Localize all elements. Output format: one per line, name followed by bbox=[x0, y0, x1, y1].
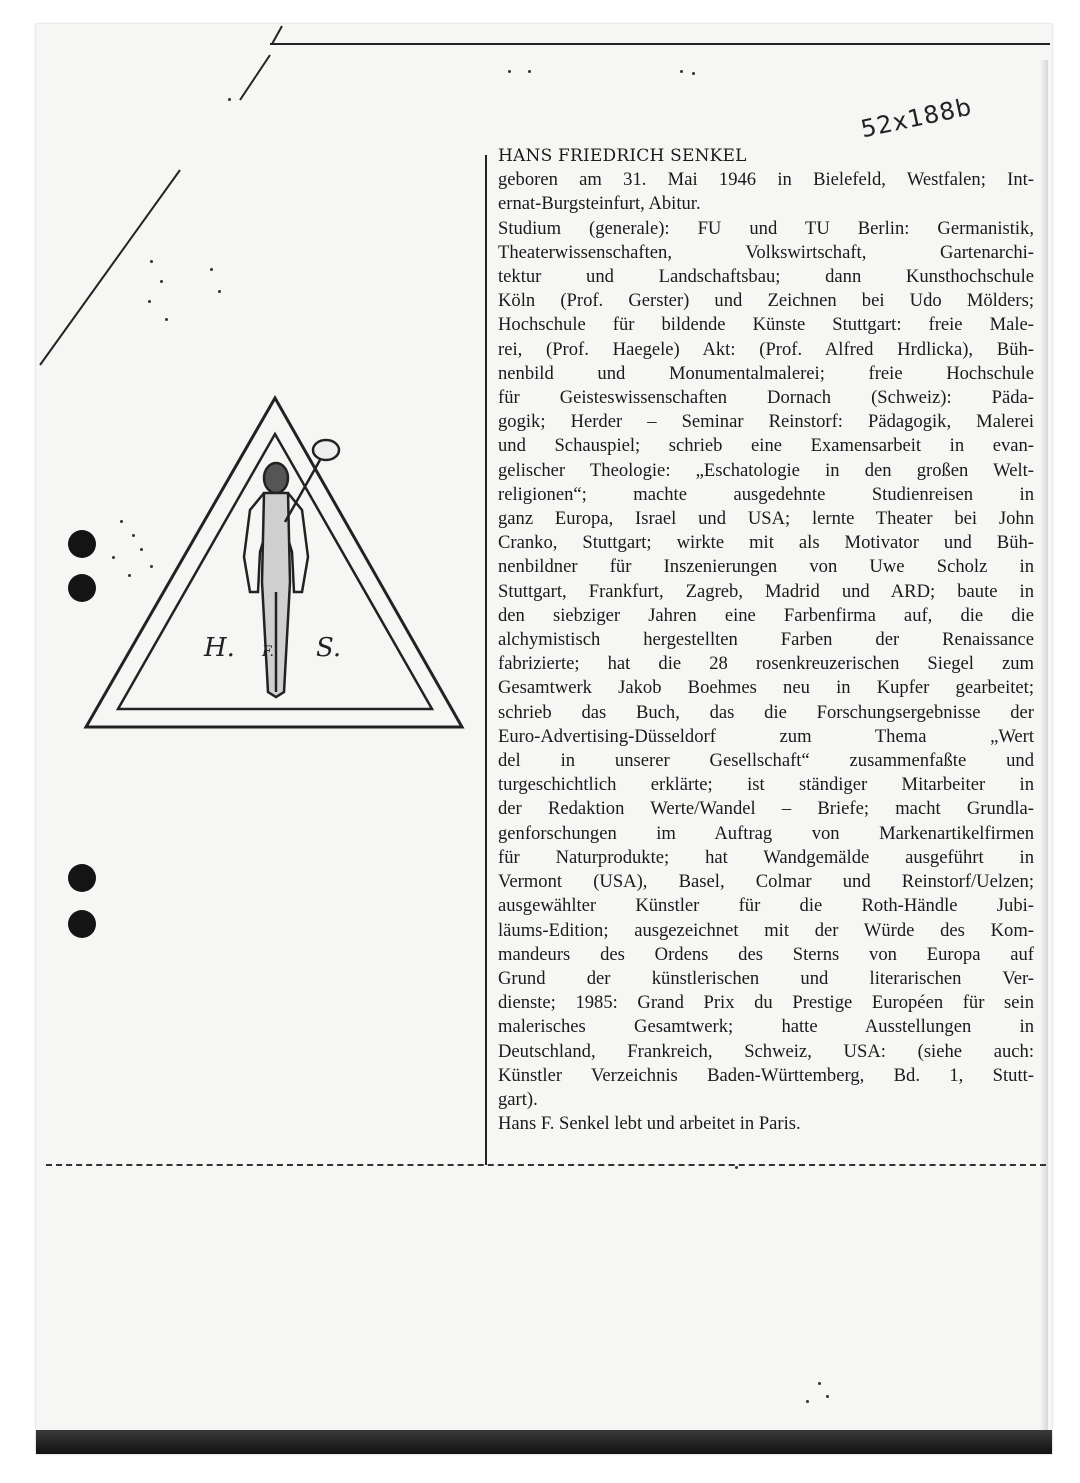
biography-line: schrieb das Buch, das die Forschungsergebnisse der bbox=[498, 701, 1034, 723]
dashed-rule bbox=[46, 1164, 1046, 1166]
biography-line: für Geisteswissenschaften Dornach (Schweiz): Päda- bbox=[498, 387, 1034, 409]
punch-hole-4 bbox=[68, 910, 96, 938]
biography-line: fabrizierte; hat die 28 rosenkreuzerischen Siegel zum bbox=[498, 653, 1034, 675]
speck bbox=[218, 290, 221, 293]
biography-line: gogik; Herder – Seminar Reinstorf: Pädagogik, Malerei bbox=[498, 411, 1034, 433]
biography-closing: Hans F. Senkel lebt und arbeitet in Paris. bbox=[498, 1113, 801, 1135]
speck bbox=[806, 1400, 809, 1403]
biography-line: Studium (generale): FU und TU Berlin: Germanistik, bbox=[498, 217, 1034, 239]
speck bbox=[148, 300, 151, 303]
speck bbox=[528, 70, 531, 73]
biography-line: Köln (Prof. Gerster) und Zeichnen bei Udo Mölders; bbox=[498, 290, 1034, 312]
biography-line: mandeurs des Ordens des Sterns von Europa auf bbox=[498, 943, 1034, 965]
biography-line: Vermont (USA), Basel, Colmar und Reinstorf/Uelzen; bbox=[498, 871, 1034, 893]
biography-line: Stuttgart, Frankfurt, Zagreb, Madrid und ARD; baute in bbox=[498, 580, 1034, 602]
triangle-figure-emblem bbox=[80, 392, 470, 737]
speck bbox=[508, 70, 511, 73]
emblem-initial-f: F. bbox=[262, 644, 274, 660]
punch-hole-3 bbox=[68, 864, 96, 892]
biography-line: läums-Edition; ausgezeichnet mit der Würde des Kom- bbox=[498, 919, 1034, 941]
biography-line: ausgewählter Künstler für die Roth-Händle Jubi- bbox=[498, 895, 1034, 917]
column-divider bbox=[485, 155, 487, 1165]
biography-line: Cranko, Stuttgart; wirkte mit als Motivator und Büh- bbox=[498, 532, 1034, 554]
biography-line: gelischer Theologie: „Eschatologie in den großen Welt- bbox=[498, 459, 1034, 481]
biography-body bbox=[498, 168, 1034, 1112]
biography-line: alchymistisch hergestellten Farben der Renaissance bbox=[498, 629, 1034, 651]
biography-line: malerisches Gesamtwerk; hatte Ausstellungen in bbox=[498, 1016, 1034, 1038]
biography-line: del in unserer Gesellschaft“ zusammenfaßte und bbox=[498, 750, 1034, 772]
speck bbox=[692, 72, 695, 75]
biography-line: geboren am 31. Mai 1946 in Bielefeld, Westfalen; Int- bbox=[498, 169, 1034, 191]
biography-line: für Naturprodukte; hat Wandgemälde ausgeführt in bbox=[498, 846, 1034, 868]
biography-line: rei, (Prof. Haegele) Akt: (Prof. Alfred Hrdlicka), Büh- bbox=[498, 338, 1034, 360]
biography-line: und Schauspiel; schrieb eine Examensarbeit in evan- bbox=[498, 435, 1034, 457]
speck bbox=[735, 1166, 738, 1169]
biography-line: Hochschule für bildende Künste Stuttgart: freie Male- bbox=[498, 314, 1034, 336]
speck bbox=[826, 1395, 829, 1398]
biography-line: der Redaktion Werte/Wandel – Briefe; macht Grundla- bbox=[498, 798, 1034, 820]
speck bbox=[210, 268, 213, 271]
biography-line: Euro-Advertising-Düsseldorf zum Thema „Wert bbox=[498, 725, 1034, 747]
biography-line: dienste; 1985: Grand Prix du Prestige Européen für sein bbox=[498, 992, 1034, 1014]
biography-line: den siebziger Jahren eine Farbenfirma auf, die die bbox=[498, 604, 1034, 626]
biography-line: ganz Europa, Israel und USA; lernte Theater bei John bbox=[498, 508, 1034, 530]
emblem-initial-s: S. bbox=[316, 633, 342, 663]
emblem-initial-h: H. bbox=[204, 633, 235, 663]
biography-line: Gesamtwerk Jakob Boehmes neu in Kupfer gearbeitet; bbox=[498, 677, 1034, 699]
biography-line: Deutschland, Frankreich, Schweiz, USA: (siehe auch: bbox=[498, 1040, 1034, 1062]
speck bbox=[160, 280, 163, 283]
speck bbox=[818, 1382, 821, 1385]
biography-column bbox=[498, 144, 1034, 1136]
biography-line: Theaterwissenschaften, Volkswirtschaft, Gartenarchi- bbox=[498, 241, 1034, 263]
biography-line: turgeschichtlich erklärte; ist ständiger Mitarbeiter in bbox=[498, 774, 1034, 796]
biography-line: gart). bbox=[498, 1088, 538, 1110]
speck bbox=[228, 98, 231, 101]
biography-line: nenbildner für Inszenierungen von Uwe Scholz in bbox=[498, 556, 1034, 578]
biography-line: nenbild und Monumentalmalerei; freie Hochschule bbox=[498, 362, 1034, 384]
biography-line: tektur und Landschaftsbau; dann Kunsthochschule bbox=[498, 266, 1034, 288]
speck bbox=[150, 260, 153, 263]
biography-line: Künstler Verzeichnis Baden-Württemberg, Bd. 1, Stutt- bbox=[498, 1064, 1034, 1086]
biography-line: ernat-Burgsteinfurt, Abitur. bbox=[498, 193, 701, 215]
biography-line: religionen“; machte ausgedehnte Studienreisen in bbox=[498, 483, 1034, 505]
speck bbox=[165, 318, 168, 321]
biography-line: genforschungen im Auftrag von Markenartikelfirmen bbox=[498, 822, 1034, 844]
handwritten-note: 52x188b bbox=[858, 92, 975, 144]
biography-heading: HANS FRIEDRICH SENKEL bbox=[498, 146, 747, 166]
speck bbox=[680, 70, 683, 73]
biography-line: Grund der künstlerischen und literarischen Ver- bbox=[498, 967, 1034, 989]
